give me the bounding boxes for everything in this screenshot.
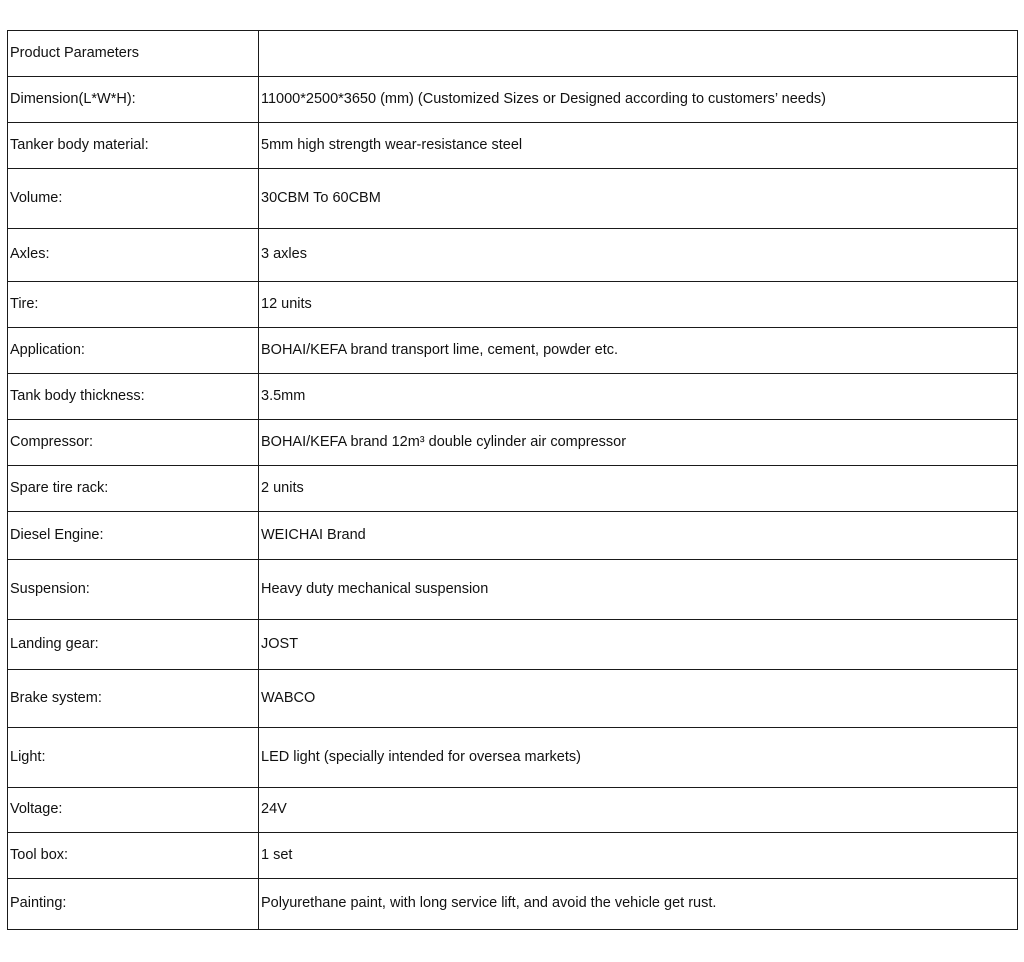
table-row [8, 512, 1018, 560]
header-value [259, 31, 1018, 77]
param-label: Suspension: [8, 560, 259, 620]
param-label: Landing gear: [8, 620, 259, 670]
table-row [8, 833, 1018, 879]
header-label: Product Parameters [8, 31, 259, 77]
param-label: Voltage: [8, 788, 259, 833]
table-row [8, 788, 1018, 833]
param-value: 3.5mm [259, 374, 1018, 420]
param-value: 2 units [259, 466, 1018, 512]
table-row [8, 328, 1018, 374]
param-label: Tool box: [8, 833, 259, 879]
table-header-row [8, 31, 1018, 77]
param-value: 1 set [259, 833, 1018, 879]
table-row [8, 670, 1018, 728]
param-label: Tire: [8, 282, 259, 328]
table-row [8, 169, 1018, 229]
param-value: Polyurethane paint, with long service lift, and avoid the vehicle get rust. [259, 879, 1018, 930]
table-row [8, 728, 1018, 788]
param-label: Diesel Engine: [8, 512, 259, 560]
param-value: BOHAI/KEFA brand transport lime, cement, powder etc. [259, 328, 1018, 374]
table-row [8, 374, 1018, 420]
param-label: Volume: [8, 169, 259, 229]
param-label: Tank body thickness: [8, 374, 259, 420]
table-row [8, 879, 1018, 930]
param-value: Heavy duty mechanical suspension [259, 560, 1018, 620]
param-value: 11000*2500*3650 (mm) (Customized Sizes or Designed according to customers’ needs) [259, 77, 1018, 123]
param-value: 24V [259, 788, 1018, 833]
table-row [8, 282, 1018, 328]
table-row [8, 77, 1018, 123]
param-value: WABCO [259, 670, 1018, 728]
table-row [8, 620, 1018, 670]
param-label: Brake system: [8, 670, 259, 728]
param-value: 3 axles [259, 229, 1018, 282]
param-value: JOST [259, 620, 1018, 670]
param-label: Compressor: [8, 420, 259, 466]
param-value: LED light (specially intended for oversea markets) [259, 728, 1018, 788]
param-label: Painting: [8, 879, 259, 930]
param-label: Spare tire rack: [8, 466, 259, 512]
param-label: Axles: [8, 229, 259, 282]
table-row [8, 123, 1018, 169]
table-row [8, 466, 1018, 512]
product-parameters-table [7, 30, 1018, 930]
param-label: Application: [8, 328, 259, 374]
param-value: 30CBM To 60CBM [259, 169, 1018, 229]
param-label: Light: [8, 728, 259, 788]
table-row [8, 560, 1018, 620]
table-row [8, 229, 1018, 282]
param-value: WEICHAI Brand [259, 512, 1018, 560]
param-value: 12 units [259, 282, 1018, 328]
param-label: Tanker body material: [8, 123, 259, 169]
table-row [8, 420, 1018, 466]
param-label: Dimension(L*W*H): [8, 77, 259, 123]
param-value: BOHAI/KEFA brand 12m³ double cylinder air compressor [259, 420, 1018, 466]
param-value: 5mm high strength wear-resistance steel [259, 123, 1018, 169]
